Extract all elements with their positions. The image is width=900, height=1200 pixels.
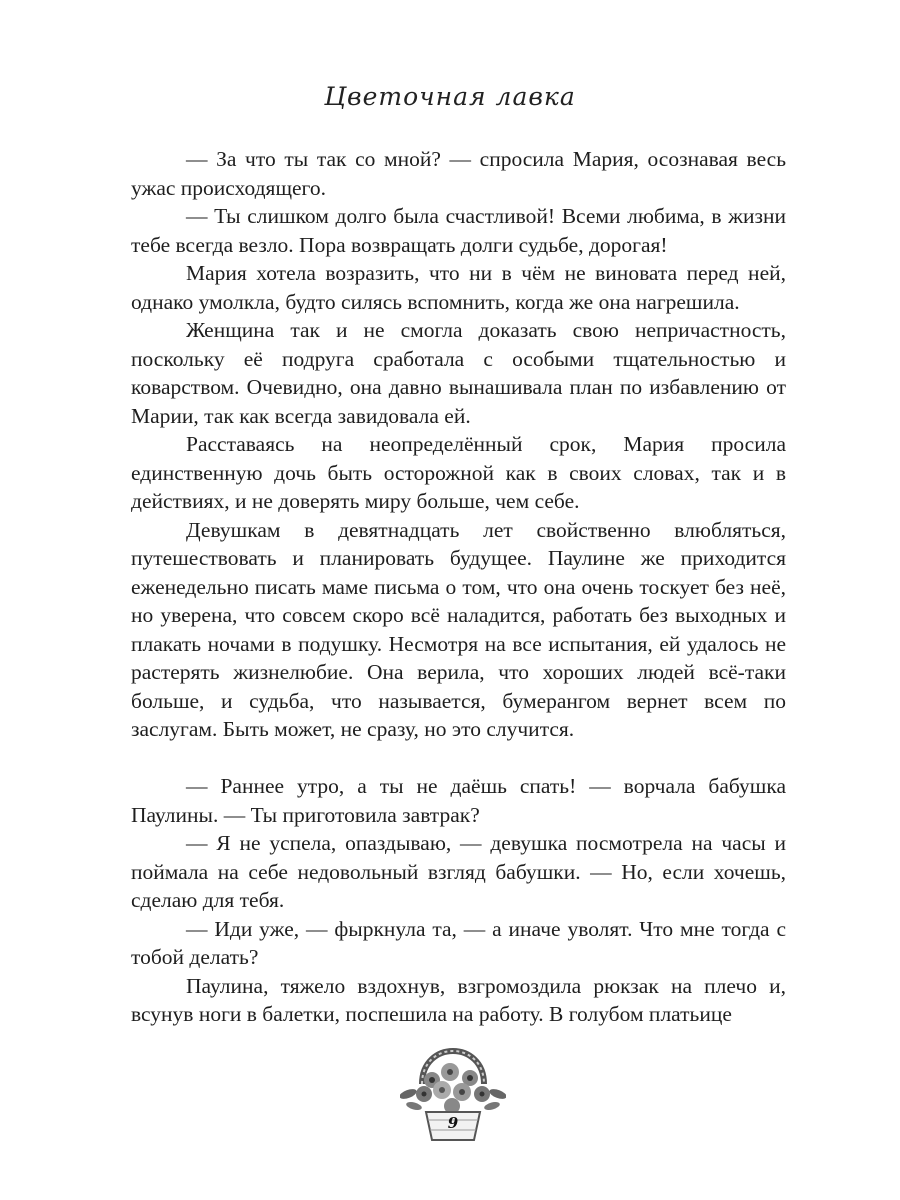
page-number: 9 <box>447 1114 459 1132</box>
section-break <box>131 744 786 773</box>
paragraph: — Я не успела, опаздываю, — девушка посмотрела на часы и поймала на себе недовольный взгляд бабушки. — Но, если хочешь, сделаю для тебя. <box>131 831 786 912</box>
paragraph: Мария хотела возразить, что ни в чём не виновата перед ней, однако умолкла, будто силясь вспомнить, когда же она нагрешила. <box>131 261 786 314</box>
paragraph: Паулина, тяжело вздохнув, взгромоздила рюкзак на плечо и, всунув ноги в балетки, поспешила на работу. В голубом платьице <box>131 973 786 1026</box>
paragraph: — Ты слишком долго была счастливой! Всеми любима, в жизни тебе всегда везло. Пора возвращать долги судьбе, дорогая! <box>131 204 786 257</box>
body-text <box>131 145 786 1029</box>
paragraph: — За что ты так со мной? — спросила Мария, осознавая весь ужас происходящего. <box>131 147 786 200</box>
running-title: Цветочная лавка <box>324 82 576 111</box>
paragraph: Расставаясь на неопределённый срок, Мария просила единственную дочь быть осторожной как в своих словах, так и в действиях, и не доверять миру больше, чем себе. <box>131 432 786 513</box>
paragraph: — Иди уже, — фыркнула та, — а иначе уволят. Что мне тогда с тобой делать? <box>131 916 786 969</box>
paragraph: Женщина так и не смогла доказать свою непричастность, поскольку её подруга сработала с особыми тщательностью и коварством. Очевидно, она давно вынашивала план по избавлению от Марии, так как всегда завидовала ей. <box>131 318 786 428</box>
paragraph: — Раннее утро, а ты не даёшь спать! — ворчала бабушка Паулины. — Ты приготовила завтрак? <box>131 774 786 827</box>
paragraph: Девушкам в девятнадцать лет свойственно влюбляться, путешествовать и планировать будущее. Паулине же приходится еженедельно писать маме письма о том, что она очень тоскует без неё, но уверена, что совсем скоро всё наладится, работать без выходных и плакать ночами в подушку. Несмотря на все испытания, ей удалось не растерять жизнелюбие. Она верила, что хороших людей всё-таки больше, и судьба, что называется, бумерангом вернет всем по заслугам. Быть может, не сразу, но это случится. <box>131 517 786 741</box>
